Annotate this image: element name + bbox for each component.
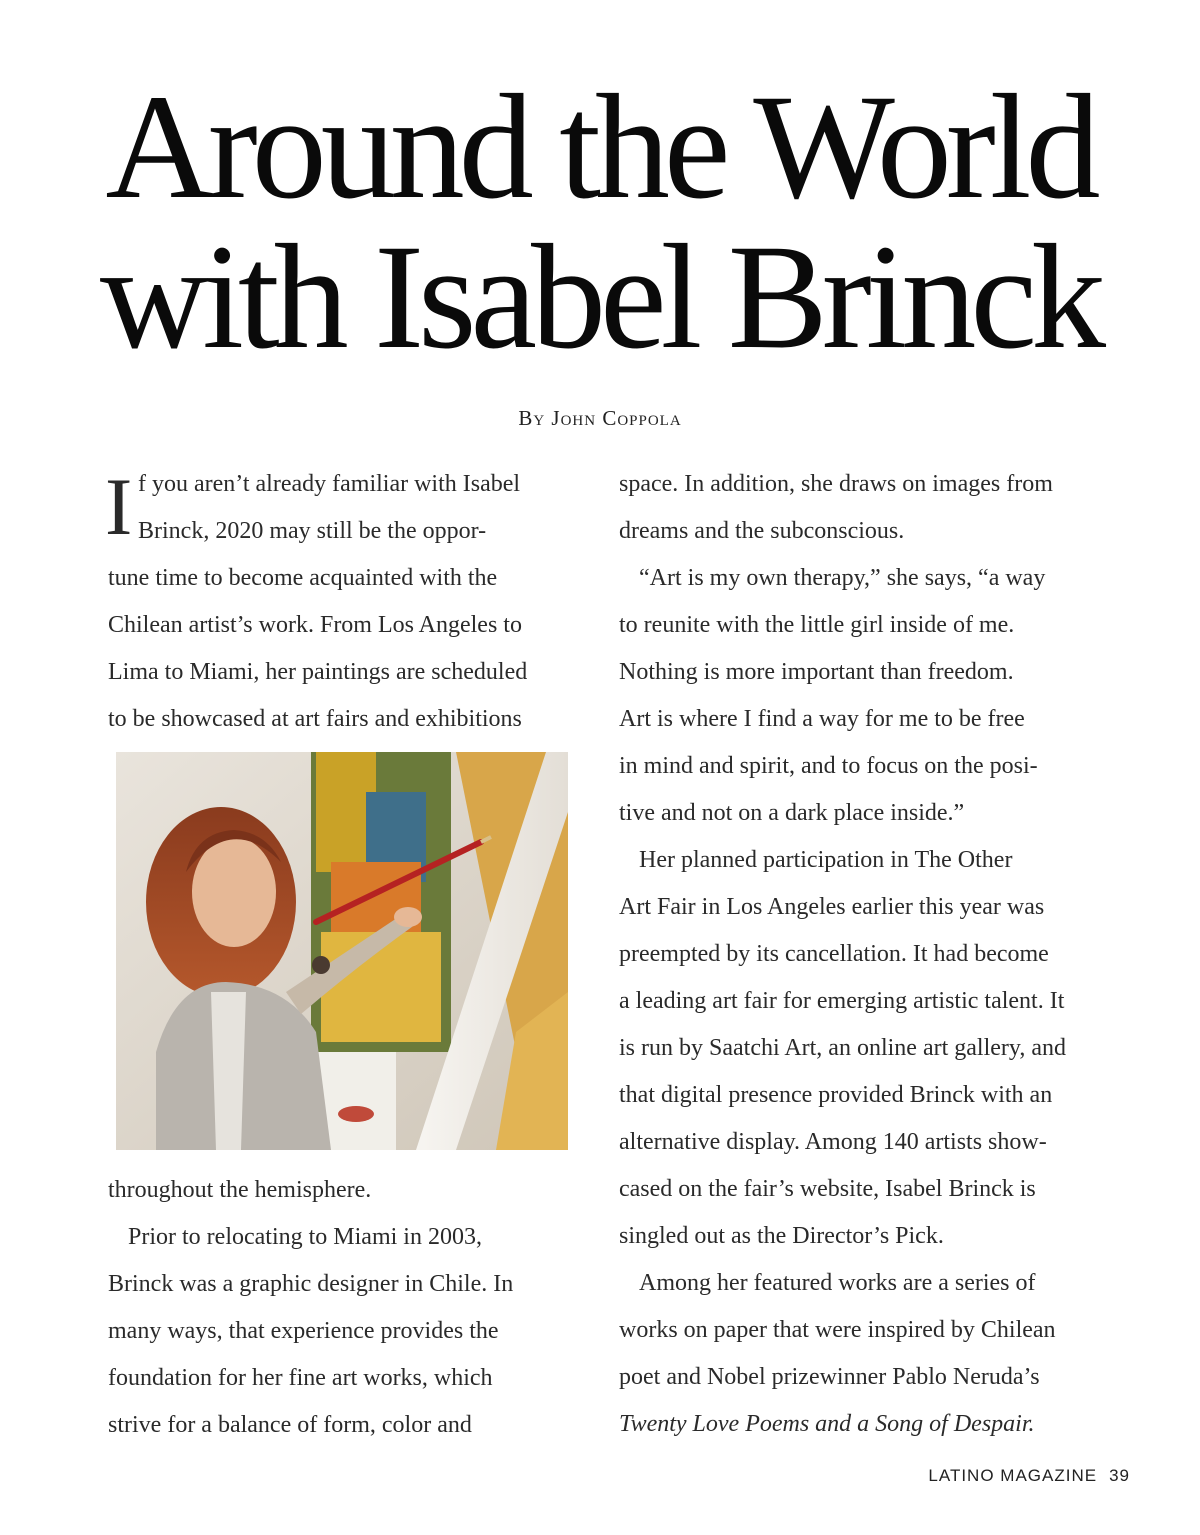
text-line: poet and Nobel prizewinner Pablo Neruda’s [619, 1364, 1040, 1390]
text-line: cased on the fair’s website, Isabel Brinck is [619, 1176, 1036, 1202]
headline-line-1: Around the World [105, 64, 1095, 230]
text-line: Brinck was a graphic designer in Chile. In [108, 1271, 514, 1297]
text-line: to reunite with the little girl inside of me. [619, 612, 1015, 638]
text-line: tive and not on a dark place inside.” [619, 800, 965, 826]
page-number: 39 [1109, 1466, 1130, 1485]
text-line: strive for a balance of form, color and [108, 1412, 472, 1438]
column-1-bottom [108, 1167, 568, 1449]
text-line: space. In addition, she draws on images from [619, 471, 1053, 497]
text-line: Nothing is more important than freedom. [619, 659, 1014, 685]
text-line: f you aren’t already familiar with Isabel [138, 471, 521, 497]
book-title-line: Twenty Love Poems and a Song of Despair. [619, 1411, 1035, 1437]
text-line: Prior to relocating to Miami in 2003, [128, 1224, 482, 1250]
text-line: Her planned participation in The Other [639, 847, 1013, 873]
column-1-top [108, 461, 568, 743]
text-line: Chilean artist’s work. From Los Angeles to [108, 612, 522, 638]
text-line: many ways, that experience provides the [108, 1318, 499, 1344]
text-line: alternative display. Among 140 artists show- [619, 1129, 1047, 1155]
text-line: Brinck, 2020 may still be the oppor- [138, 518, 487, 544]
text-line: tune time to become acquainted with the [108, 565, 498, 591]
page-footer [928, 1466, 1130, 1486]
text-line: dreams and the subconscious. [619, 518, 905, 544]
drop-cap: I [105, 461, 133, 552]
text-line: singled out as the Director’s Pick. [619, 1223, 944, 1249]
text-line: preempted by its cancellation. It had become [619, 941, 1049, 967]
text-line: Lima to Miami, her paintings are scheduled [108, 659, 528, 685]
text-line: Among her featured works are a series of [639, 1270, 1036, 1296]
text-line: Art Fair in Los Angeles earlier this year was [619, 894, 1045, 920]
text-line: “Art is my own therapy,” she says, “a way [639, 565, 1046, 591]
text-line: is run by Saatchi Art, an online art gallery, and [619, 1035, 1066, 1061]
text-line: works on paper that were inspired by Chilean [619, 1317, 1056, 1343]
magazine-name: LATINO MAGAZINE [928, 1466, 1098, 1485]
text-line: that digital presence provided Brinck with an [619, 1082, 1053, 1108]
text-line: a leading art fair for emerging artistic talent. It [619, 988, 1065, 1014]
text-line: throughout the hemisphere. [108, 1177, 372, 1203]
text-line: to be showcased at art fairs and exhibitions [108, 706, 522, 732]
column-2 [619, 461, 1099, 1448]
text-line: Art is where I find a way for me to be free [619, 706, 1025, 732]
text-line: in mind and spirit, and to focus on the posi- [619, 753, 1038, 779]
artist-photo [116, 752, 568, 1150]
byline: By John Coppola [518, 406, 682, 430]
text-line: foundation for her fine art works, which [108, 1365, 493, 1391]
headline-line-2: with Isabel Brinck [99, 214, 1101, 380]
